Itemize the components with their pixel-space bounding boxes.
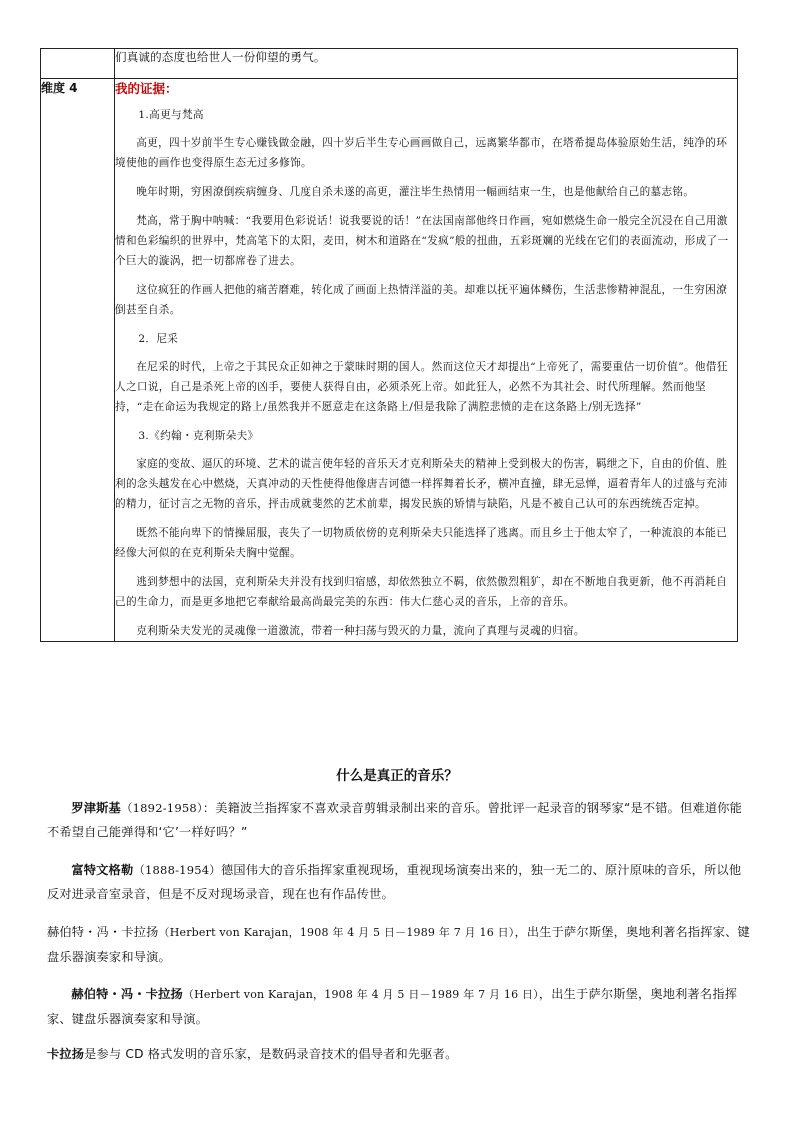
evidence-paragraph: 既然不能向卑下的情操屈服，丧失了一切物质依傍的克利斯朵夫只能选择了逃离。而且乡土于他太窄了，一种流浪的本能已经像大河似的在克利斯朵夫胸中觉醒。 (115, 527, 728, 559)
entry-years: （1888-1954） (133, 863, 221, 877)
entry-karajan-cd (47, 1042, 753, 1066)
evidence-body (115, 105, 737, 641)
evidence-paragraph: 逃到梦想中的法国，克利斯朵夫并没有找到归宿感，却依然独立不羁，依然傲烈粗犷，却在不断地自我更新，他不再消耗自己的生命力，而是更多地把它奉献给最高尚最完美的东西：伟大仁慈心灵的音乐，上帝的音乐。 (115, 576, 728, 608)
entry-karajan-plain (47, 920, 753, 969)
section-title: 什么是真正的音乐？ (336, 768, 458, 784)
evidence-paragraph: 梵高，常于胸中呐喊：“我要用色彩说话！说我要说的话！”在法国南部他终日作画，宛如燃烧生命一般完全沉浸在自己用激情和色彩编织的世界中，梵高笔下的太阳，麦田，树木和道路在“发疯”般的扭曲，五彩斑斓的光线在它们的表面流动，形成了一个巨大的漩涡，把一切都席卷了进去。 (115, 215, 729, 267)
table-cell-empty (41, 49, 115, 79)
evidence-table (40, 48, 738, 642)
subheading: 2．尼采 (138, 333, 179, 345)
carry-over-line: 们真诚的态度也给世人一份仰望的勇气。 (115, 49, 738, 79)
entry-text: 德国伟大的音乐指挥家重视现场，重视现场演奏出来的，独一无二的、原汁原味的音乐，所以他反对进录音室录音，但是不反对现场录音，现在也有作品传世。 (47, 863, 742, 901)
entry-years: （1892-1958） (120, 801, 203, 815)
evidence-paragraph: 晚年时期，穷困潦倒疾病缠身、几度自杀未遂的高更，灌注毕生热情用一幅画结束一生，也是他献给自己的墓志铭。 (136, 186, 695, 198)
entry-furtwangler (47, 858, 753, 906)
subheading: 3.《约翰・克利斯朵夫》 (138, 430, 259, 442)
entry-name: 卡拉扬 (47, 1047, 85, 1061)
entry-name: 富特文格勒 (71, 863, 134, 877)
entry-text: 是参与 CD 格式发明的音乐家，是数码录音技术的倡导者和先驱者。 (84, 1047, 458, 1061)
entry-rodzinski (47, 796, 753, 844)
entry-text: ，出生于萨尔斯堡，奥地利著名指挥家、键盘乐器演奏家和导演。 (47, 925, 750, 964)
evidence-paragraph: 在尼采的时代，上帝之于其民众正如神之于蒙昧时期的国人。然而这位天才却提出“上帝死了，需要重估一切价值”。他借狂人之口说，自己是杀死上帝的凶手，要使人获得自由，必须杀死上帝。如此狂人，必然不为其社会、时代所理解。然而他坚持，“走在命运为我规定的路上/虽然我并不愿意走在这条路上/但是我除了满腔悲愤的走在这条路上/别无选择” (115, 361, 728, 413)
dimension-label: 维度 4 (41, 79, 115, 642)
table-row (41, 49, 738, 79)
evidence-paragraph: 这位疯狂的作画人把他的痛苦磨难，转化成了画面上热情洋溢的美。却难以抚平遍体鳞伤，生活悲惨精神混乱，一生穷困潦倒甚至自杀。 (115, 284, 728, 316)
entry-name: 赫伯特・冯・卡拉扬 (71, 987, 183, 1001)
entry-paren: （Herbert von Karajan，1908 年 4 月 5 日－1989 年 7 月 16 日） (158, 926, 515, 939)
evidence-paragraph: 高更，四十岁前半生专心赚钱做金融，四十岁后半生专心画画做自己，远离繁华都市，在塔希提岛体验原始生活，纯净的环境使他的画作也变得原生态无过多修饰。 (115, 137, 728, 169)
evidence-paragraph: 克利斯朵夫发光的灵魂像一道激流，带着一种扫荡与毁灭的力量，流向了真理与灵魂的归宿。 (136, 625, 585, 637)
evidence-cell (115, 79, 738, 642)
entry-name: 罗津斯基 (71, 801, 121, 815)
evidence-label: 我的证据： (115, 81, 178, 96)
entry-paren: （Herbert von Karajan，1908 年 4 月 5 日－1989 年 7 月 16 日） (182, 988, 539, 1001)
evidence-paragraph: 家庭的变故、逼仄的环境、艺术的谎言使年轻的音乐天才克利斯朵夫的精神上受到极大的伤害，羁绁之下，自由的价值、胜利的念头越发在心中燃烧，天真冲动的天性使得他像唐吉诃德一样挥舞着长矛，横冲直撞，肆无忌惮，逼着青年人的过盛与充沛的精力，征讨言之无物的音乐，抨击成就斐然的艺术前辈，揭发民族的矫情与缺陷，凡是不被自己认可的东西统统否定掉。 (115, 458, 728, 510)
entry-text: ，出生于萨尔斯堡，奥地利著名指挥家、键盘乐器演奏家和导演。 (47, 987, 738, 1026)
entry-text: ：美籍波兰指挥家不喜欢录音剪辑录制出来的音乐。曾批评一起录音的钢琴家“是不错。但难道你能不希望自己能弹得和‘它’一样好吗？” (47, 801, 743, 839)
subheading: 1.高更与梵高 (138, 109, 204, 121)
table-row (41, 79, 738, 642)
entry-name: 赫伯特・冯・卡拉扬 (47, 925, 159, 939)
entry-karajan-bold (47, 982, 753, 1031)
